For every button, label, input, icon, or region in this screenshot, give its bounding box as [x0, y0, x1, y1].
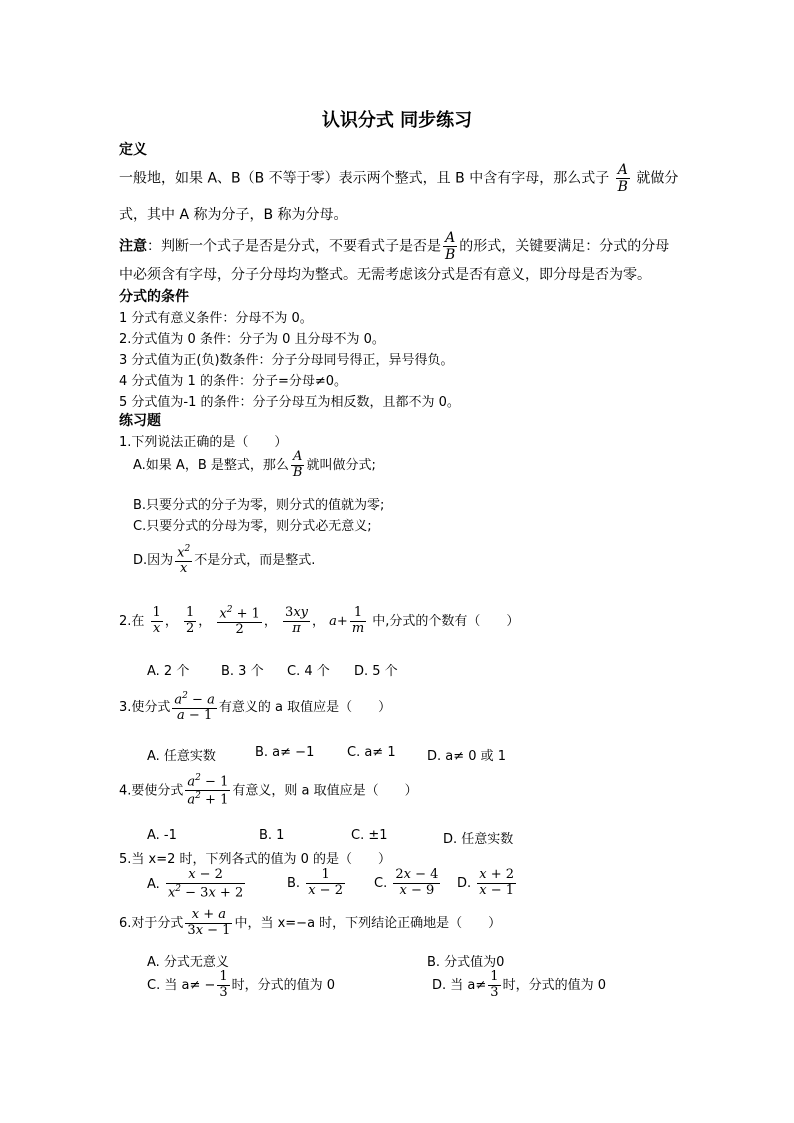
q6-option-a: A. 分式无意义	[147, 955, 229, 970]
q5-option-b: B. $\frac{1}{x - 2}$	[287, 867, 343, 898]
fraction-a-over-b: $\frac{A}{B}$	[617, 162, 628, 196]
definition-text-1-end: 就做分	[636, 170, 679, 187]
fraction-q5-d: $\frac{x + 2}{x - 1}$	[479, 867, 515, 898]
q6-option-d: D. 当 a≠ $\frac{1}{3}$ 时，分式的值为 0	[432, 969, 606, 1000]
definition-heading: 定义	[119, 142, 147, 158]
q1-stem: 1.下列说法正确的是（ ）	[119, 435, 288, 450]
q1-option-b: B.只要分式的分子为零，则分式的值就为零;	[133, 498, 385, 513]
q4-stem: 4.要使分式 $\frac{a^2 - 1}{a^2 + 1}$ 有意义，则 a 取值应是（ ）	[119, 773, 418, 808]
fraction-1-over-m: $\frac{1}{m}$	[351, 605, 365, 637]
q6-option-b: B. 分式值为0	[427, 955, 505, 970]
fraction-1-over-x: $\frac{1}{x}$	[152, 605, 161, 637]
q5-option-c: C. $\frac{2x - 4}{x - 9}$	[374, 867, 439, 898]
q5-option-d: D. $\frac{x + 2}{x - 1}$	[457, 867, 515, 898]
note-line-1: 注意：判断一个式子是否是分式，不要看式子是否是 $\frac{A}{B}$ 的形式，关键要满足：分式的分母	[119, 230, 670, 264]
fraction-x2-over-x: $\frac{x^2}{x}$	[177, 544, 191, 577]
q5-option-a: A. $\frac{x - 2}{x^2 - 3x + 2}$	[147, 867, 244, 901]
fraction-a-over-b-note: $\frac{A}{B}$	[445, 230, 456, 264]
q4-option-a: A. -1	[147, 828, 177, 843]
q2-option-b: B. 3 个	[221, 664, 264, 679]
q4-option-c: C. ±1	[351, 828, 388, 843]
page-title: 认识分式 同步练习	[321, 110, 473, 131]
fraction-a2-minus-1-over-a2-plus-1: $\frac{a^2 - 1}{a^2 + 1}$	[187, 773, 229, 808]
fraction-x-plus-a-over-3x-minus-1: $\frac{x + a}{3x - 1}$	[187, 907, 231, 938]
fraction-a-over-b-q1: $\frac{A}{B}$	[292, 449, 303, 480]
q2-option-a: A. 2 个	[147, 664, 190, 679]
q3-option-a: A. 任意实数	[147, 749, 216, 764]
q4-option-d: D. 任意实数	[443, 832, 514, 847]
q4-option-b: B. 1	[259, 828, 285, 843]
fraction-q5-a: $\frac{x - 2}{x^2 - 3x + 2}$	[167, 867, 244, 901]
definition-text-1: 一般地，如果 A、B（B 不等于零）表示两个整式，且 B 中含有字母，那么式子	[119, 170, 610, 187]
q2-stem: 2.在 $\frac{1}{x}$ ， $\frac{1}{2}$ ， $\frac{x^2 + 1}{2}$ ， $\frac{3xy}{\pi}$ ， a+ $\frac{1}{m}$ 中,分式的个数有（ ）	[119, 605, 520, 638]
fraction-q5-b: $\frac{1}{x - 2}$	[308, 867, 343, 898]
fraction-q5-c: $\frac{2x - 4}{x - 9}$	[395, 867, 439, 898]
fraction-1-over-3-d: $\frac{1}{3}$	[490, 969, 499, 1000]
fraction-a2-minus-a-over-a-minus-1: $\frac{a^2 - a}{a - 1}$	[174, 691, 215, 724]
fraction-x2plus1-over-2: $\frac{x^2 + 1}{2}$	[219, 605, 260, 638]
q2-option-c: C. 4 个	[287, 664, 330, 679]
q2-option-d: D. 5 个	[354, 664, 398, 679]
q6-option-c: C. 当 a≠ − $\frac{1}{3}$ 时，分式的值为 0	[147, 969, 336, 1000]
q3-option-b: B. a≠ −1	[255, 745, 315, 760]
exercises-heading: 练习题	[119, 413, 161, 429]
note-label: 注意	[119, 238, 147, 255]
q3-option-c: C. a≠ 1	[347, 745, 396, 760]
definition-line-2: 式，其中 A 称为分子，B 称为分母。	[119, 207, 348, 223]
fraction-1-over-3-c: $\frac{1}{3}$	[219, 969, 228, 1000]
condition-item: 4 分式值为 1 的条件：分子=分母≠0。	[119, 374, 347, 389]
condition-item: 1 分式有意义条件：分母不为 0。	[119, 311, 313, 326]
condition-item: 3 分式值为正(负)数条件：分子分母同号得正，异号得负。	[119, 353, 454, 368]
q1-option-c: C.只要分式的分母为零，则分式必无意义;	[133, 519, 372, 534]
q1-option-d: D.因为 $\frac{x^2}{x}$ 不是分式，而是整式.	[133, 544, 316, 577]
condition-item: 2.分式值为 0 条件：分子为 0 且分母不为 0。	[119, 332, 385, 347]
condition-item: 5 分式值为-1 的条件：分子分母互为相反数，且都不为 0。	[119, 395, 460, 410]
conditions-heading: 分式的条件	[119, 289, 189, 305]
fraction-1-over-2: $\frac{1}{2}$	[185, 605, 195, 637]
q6-stem: 6.对于分式 $\frac{x + a}{3x - 1}$ 中，当 x=−a 时，下列结论正确地是（ ）	[119, 907, 502, 938]
q5-stem: 5.当 x=2 时，下列各式的值为 0 的是（ ）	[119, 852, 392, 867]
definition-line-1	[119, 162, 678, 195]
fraction-3xy-over-pi: $\frac{3xy}{\pi}$	[285, 605, 309, 637]
note-line-2: 中必须含有字母，分子分母均为整式。无需考虑该分式是否有意义，即分母是否为零。	[119, 267, 651, 283]
q1-option-a: A.如果 A，B 是整式，那么 $\frac{A}{B}$ 就叫做分式;	[133, 449, 376, 480]
q3-stem: 3.使分式 $\frac{a^2 - a}{a - 1}$ 有意义的 a 取值应是（ ）	[119, 691, 392, 724]
q3-option-d: D. a≠ 0 或 1	[427, 749, 507, 764]
